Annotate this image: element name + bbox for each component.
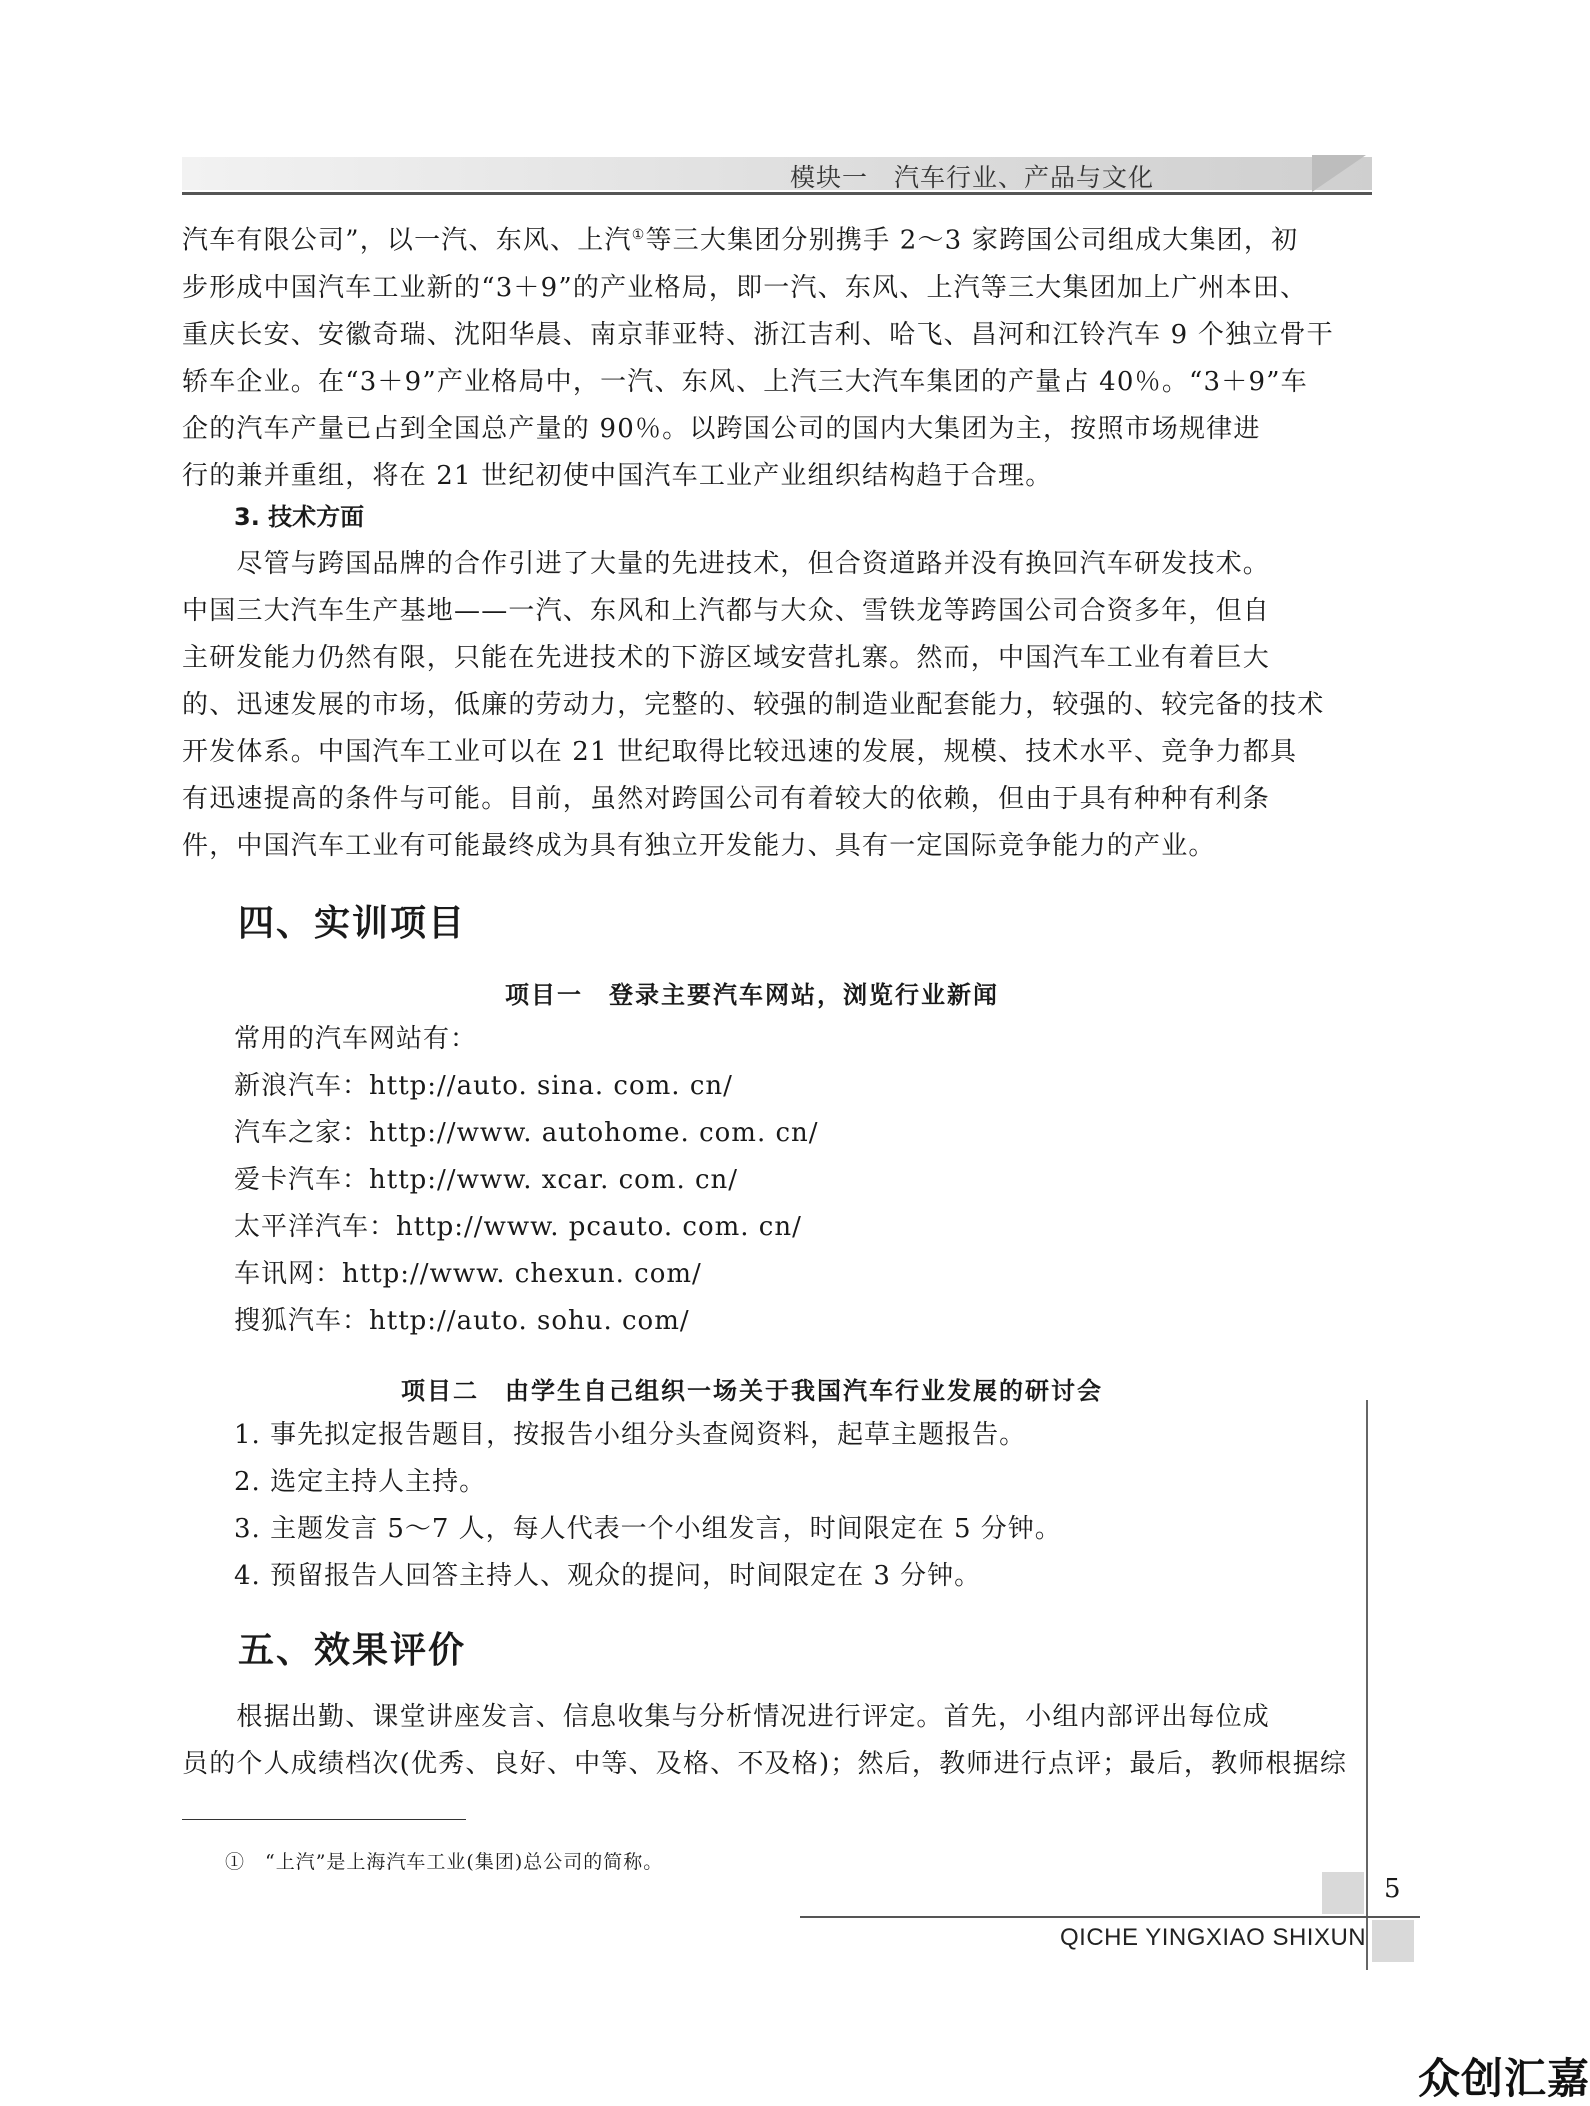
footer-box xyxy=(1372,1920,1414,1962)
running-header-title: 模块一 汽车行业、产品与文化 xyxy=(790,163,1155,192)
evaluation-paragraph xyxy=(182,1694,1348,1788)
paragraph-line: 行的兼并重组，将在 21 世纪初使中国汽车工业产业组织结构趋于合理。 xyxy=(182,460,1053,491)
continued-paragraph xyxy=(182,212,1334,500)
list-item: 4. 预留报告人回答主持人、观众的提问，时间限定在 3 分钟。 xyxy=(234,1561,982,1591)
header-rule xyxy=(182,192,1372,195)
paragraph-line: 主研发能力仍然有限，只能在先进技术的下游区域安营扎寨。然而，中国汽车工业有着巨大 xyxy=(182,643,1271,673)
paragraph-line: 件，中国汽车工业有可能最终成为具有独立开发能力、具有一定国际竞争能力的产业。 xyxy=(182,831,1216,861)
paragraph-line: 员的个人成绩档次(优秀、良好、中等、及格、不及格)；然后，教师进行点评；最后，教师根据综 xyxy=(182,1749,1348,1779)
paragraph-line: 汽车有限公司”，以一汽、东风、上汽①等三大集团分别携手 2～3 家跨国公司组成大集团，初 xyxy=(182,225,1299,256)
section-5-heading: 五、效果评价 xyxy=(238,1630,467,1671)
website-link[interactable]: 车讯网：http://www. chexun. com/ xyxy=(234,1259,702,1289)
paragraph-line: 开发体系。中国汽车工业可以在 21 世纪取得比较迅速的发展，规模、技术水平、竞争力都具 xyxy=(182,737,1298,767)
margin-vertical-rule xyxy=(1366,1400,1368,1970)
paragraph-line: 根据出勤、课堂讲座发言、信息收集与分析情况进行评定。首先，小组内部评出每位成 xyxy=(182,1702,1271,1732)
website-link[interactable]: 搜狐汽车：http://auto. sohu. com/ xyxy=(234,1306,690,1336)
list-item: 3. 主题发言 5～7 人，每人代表一个小组发言，时间限定在 5 分钟。 xyxy=(234,1514,1062,1544)
project-2-title: 项目二 由学生自己组织一场关于我国汽车行业发展的研讨会 xyxy=(401,1377,1103,1405)
paragraph-line: 的、迅速发展的市场，低廉的劳动力，完整的、较强的制造业配套能力，较强的、较完备的技术 xyxy=(182,690,1325,720)
website-list-intro: 常用的汽车网站有： xyxy=(234,1024,478,1054)
running-header-bar xyxy=(182,157,1372,190)
tech-heading: 3. 技术方面 xyxy=(234,503,365,531)
paragraph-line: 轿车企业。在“3＋9”产业格局中，一汽、东风、上汽三大汽车集团的产量占 40％。“3＋9”车 xyxy=(182,366,1308,397)
footer-rule xyxy=(800,1916,1420,1918)
website-list xyxy=(182,1016,1322,1345)
paragraph-line: 尽管与跨国品牌的合作引进了大量的先进技术，但合资道路并没有换回汽车研发技术。 xyxy=(182,549,1271,579)
website-link[interactable]: 汽车之家：http://www. autohome. com. cn/ xyxy=(234,1118,819,1148)
page-number: 5 xyxy=(1384,1874,1401,1904)
website-link[interactable]: 新浪汽车：http://auto. sina. com. cn/ xyxy=(234,1071,733,1101)
watermark: 众创汇嘉 xyxy=(1418,2054,1590,2103)
website-link[interactable]: 爱卡汽车：http://www. xcar. com. cn/ xyxy=(234,1165,739,1195)
paragraph-line: 步形成中国汽车工业新的“3＋9”的产业格局，即一汽、东风、上汽等三大集团加上广州本田、 xyxy=(182,272,1308,303)
footer-book-title: QICHE YINGXIAO SHIXUN xyxy=(1060,1924,1367,1951)
paragraph-line: 重庆长安、安徽奇瑞、沈阳华晨、南京菲亚特、浙江吉利、哈飞、昌河和江铃汽车 9 个独立骨干 xyxy=(182,319,1334,350)
project-2-steps xyxy=(182,1412,1322,1600)
footnote-text: ① “上汽”是上海汽车工业(集团)总公司的简称。 xyxy=(225,1851,664,1873)
paragraph-line: 中国三大汽车生产基地——一汽、东风和上汽都与大众、雪铁龙等跨国公司合资多年，但自 xyxy=(182,596,1271,626)
list-item: 1. 事先拟定报告题目，按报告小组分头查阅资料，起草主题报告。 xyxy=(234,1420,1027,1450)
header-corner-decoration xyxy=(1312,155,1366,192)
tech-subsection xyxy=(182,494,1325,870)
website-link[interactable]: 太平洋汽车：http://www. pcauto. com. cn/ xyxy=(234,1212,802,1242)
footnote-rule xyxy=(182,1819,466,1820)
page-number-box xyxy=(1322,1872,1364,1914)
section-4-heading: 四、实训项目 xyxy=(238,903,467,944)
footnote-reference[interactable]: ① xyxy=(631,227,646,243)
project-1-title: 项目一 登录主要汽车网站，浏览行业新闻 xyxy=(505,981,999,1009)
paragraph-line: 有迅速提高的条件与可能。目前，虽然对跨国公司有着较大的依赖，但由于具有种种有利条 xyxy=(182,784,1271,814)
list-item: 2. 选定主持人主持。 xyxy=(234,1467,487,1497)
paragraph-line: 企的汽车产量已占到全国总产量的 90％。以跨国公司的国内大集团为主，按照市场规律进 xyxy=(182,413,1261,444)
